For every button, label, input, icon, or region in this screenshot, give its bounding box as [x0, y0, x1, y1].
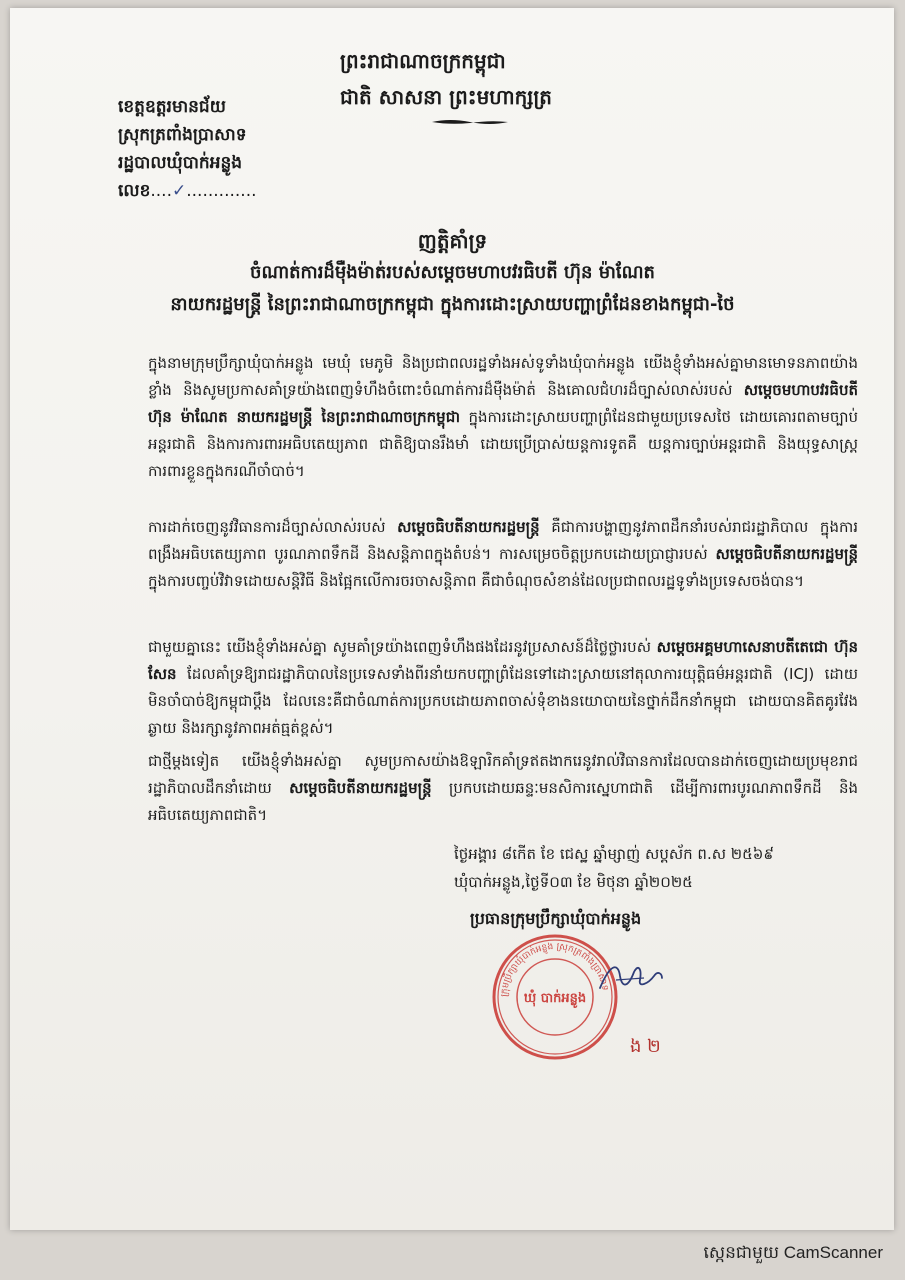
signatory-title: ប្រធានក្រុមប្រឹក្សាឃុំបាក់អន្លូង — [470, 909, 642, 928]
p1-text-c: ក្នុងការដោះស្រាយបញ្ហាព្រំដែនជាមួយប្រទេសថៃ ដោយគោរពតាមច្បាប់អន្តរជាតិ និងការការពារអធិបតេយ្យភាព ជាតិឱ្យបានរឹងមាំ ដោយប្រើប្រាស់យន្តការទូតគឺ យន្តការច្បាប់អន្តរជាតិ និងយុទ្ធសាស្ត្រការពារខ្លួនក្នុងករណីចាំបាច់។ — [148, 408, 858, 480]
p1-text-bold: សម្តេចមហាបវរធិបតី ហ៊ុន ម៉ាណែត នាយករដ្ឋមន្ត្រី នៃព្រះរាជាណាចក្រកម្ពុជា — [148, 381, 858, 426]
p3-text-bold: សម្តេចអគ្គមហាសេនាបតីតេជោ ហ៊ុន សែន — [148, 638, 859, 683]
p1-text-a: ក្នុងនាមក្រុមប្រឹក្សាឃុំបាក់អន្លូង មេឃុំ មេភូមិ និងប្រជាពលរដ្ឋទាំងអស់ទូទាំងឃុំបាក់អន្លូង យើងខ្ញុំទាំងអស់គ្នាមានមោទនភាពយ៉ាងខ្លាំង និងសូមប្រកាសគាំទ្រយ៉ាងពេញទំហឹងចំពោះចំណាត់ការដ៏ម៉ឺងម៉ាត់ និងគោលជំហរដ៏ច្បាស់លាស់របស់ — [148, 354, 858, 399]
number-trail: ............. — [186, 181, 257, 201]
p4-text-a: ជាថ្មីម្តងទៀត យើងខ្ញុំទាំងអស់គ្នា សូមប្រកាសយ៉ាងឱឡារិកគាំទ្រឥតងាករេនូវរាល់វិធានការដែលបានដាក់ចេញដោយប្រមុខរាជរដ្ឋាភិបាលដឹកនាំដោយ — [148, 752, 858, 797]
handwritten-signature-icon — [596, 958, 666, 998]
subject-line-2: នាយករដ្ឋមន្ត្រី នៃព្រះរាជាណាចក្រកម្ពុជា ក្នុងការដោះស្រាយបញ្ហាព្រំដែនខាងកម្ពុជា-ថៃ — [170, 294, 735, 315]
handwritten-mark: ង ២ — [630, 1036, 661, 1057]
document-number — [118, 180, 257, 205]
p2-text-bold-2: សម្តេចធិបតីនាយករដ្ឋមន្ត្រី — [715, 545, 858, 563]
p2-text-a: ការដាក់ចេញនូវវិធានការដ៏ច្បាស់លាស់របស់ — [148, 518, 398, 536]
kingdom-header: ព្រះរាជាណាចក្រកម្ពុជា — [340, 49, 506, 73]
ornament-divider-icon — [430, 118, 510, 126]
document-title: ញត្តិគាំទ្រ — [417, 229, 488, 253]
paragraph-3 — [148, 634, 858, 742]
solar-date: ឃុំបាក់អន្លូង,ថ្ងៃទី០៣ ខែ មិថុនា ឆ្នាំ២០២៥ — [454, 873, 693, 891]
stamp-ring-text: ក្រុមប្រឹក្សាឃុំបាក់អន្លូង ស្រុកត្រពាំងប្រាសាទ — [499, 941, 610, 998]
address-commune: រដ្ឋបាលឃុំបាក់អន្លូង — [118, 153, 243, 173]
p4-text-bold: សម្តេចធិបតីនាយករដ្ឋមន្ត្រី — [289, 779, 432, 797]
p2-text-e: ក្នុងការបញ្ចប់វិវាទដោយសន្តិវិធី និងផ្អែកលើការចរចាសន្តិភាព គឺជាចំណុចសំខាន់ដែលប្រជាពលរដ្ឋទូទាំងប្រទេសចង់បាន។ — [148, 572, 805, 590]
scanner-watermark: ស្កេនជាមួយ CamScanner — [703, 1243, 883, 1262]
p3-text-a: ជាមួយគ្នានេះ យើងខ្ញុំទាំងអស់គ្នា សូមគាំទ្រយ៉ាងពេញទំហឹងផងដែរនូវប្រសាសន៍ដ៏ថ្លៃថ្លារបស់ — [148, 638, 657, 656]
national-motto: ជាតិ សាសនា ព្រះមហាក្សត្រ — [340, 85, 552, 109]
p2-text-c: គឺជាការបង្ហាញនូវភាពដឹកនាំរបស់រាជរដ្ឋាភិបាល ក្នុងការពង្រឹងអធិបតេយ្យភាព បូរណភាពទឹកដី និងសន្តិភាពក្នុងតំបន់។ ការសម្រេចចិត្តប្រកបដោយប្រាជ្ញារបស់ — [148, 518, 859, 563]
p2-text-bold-1: សម្តេចធិបតីនាយករដ្ឋមន្ត្រី — [397, 518, 540, 536]
number-label: លេខ — [118, 181, 151, 201]
subject-line-1: ចំណាត់ការដ៏ម៉ឺងម៉ាត់របស់សម្តេចមហាបវរធិបតី ហ៊ុន ម៉ាណែត — [250, 262, 655, 283]
p3-text-c: ដែលគាំទ្រឱ្យរាជរដ្ឋាភិបាលនៃប្រទេសទាំងពីរនាំយកបញ្ហាព្រំដែនទៅដោះស្រាយនៅតុលាការយុត្តិធម៌អន្តរជាតិ (ICJ) ដោយមិនចាំបាច់ឱ្យកម្ពុជាប្តឹង ដែលនេះគឺជាចំណាត់ការប្រកបដោយភាពចាស់ទុំខាងនយោបាយនៃថ្នាក់ដឹកនាំកម្ពុជា ដោយបានគិតគូរវែងឆ្ងាយ និងរក្សានូវភាពអត់ធ្មត់ខ្ពស់។ — [148, 665, 858, 737]
checkmark-icon: ✓ — [172, 181, 187, 201]
address-province: ខេត្តឧត្តរមានជ័យ — [118, 97, 226, 117]
lunar-date: ថ្ងៃអង្គារ ៨កើត ខែ ជេស្ឋ ឆ្នាំម្សាញ់ សប្តស័ក ព.ស ២៥៦៩ — [454, 845, 774, 863]
paragraph-2 — [148, 514, 858, 595]
number-dots: .... — [150, 181, 172, 201]
paragraph-4 — [148, 748, 858, 829]
p4-text-c: ប្រកបដោយឆន្ទៈមនសិការស្នេហាជាតិ ដើម្បីការពារបូរណភាពទឹកដី និងអធិបតេយ្យភាពជាតិ។ — [148, 779, 858, 824]
address-district: ស្រុកត្រពាំងប្រាសាទ — [118, 125, 247, 145]
paragraph-1 — [148, 350, 858, 485]
stamp-center-text: ឃុំ បាក់អន្លូង — [523, 991, 587, 1006]
